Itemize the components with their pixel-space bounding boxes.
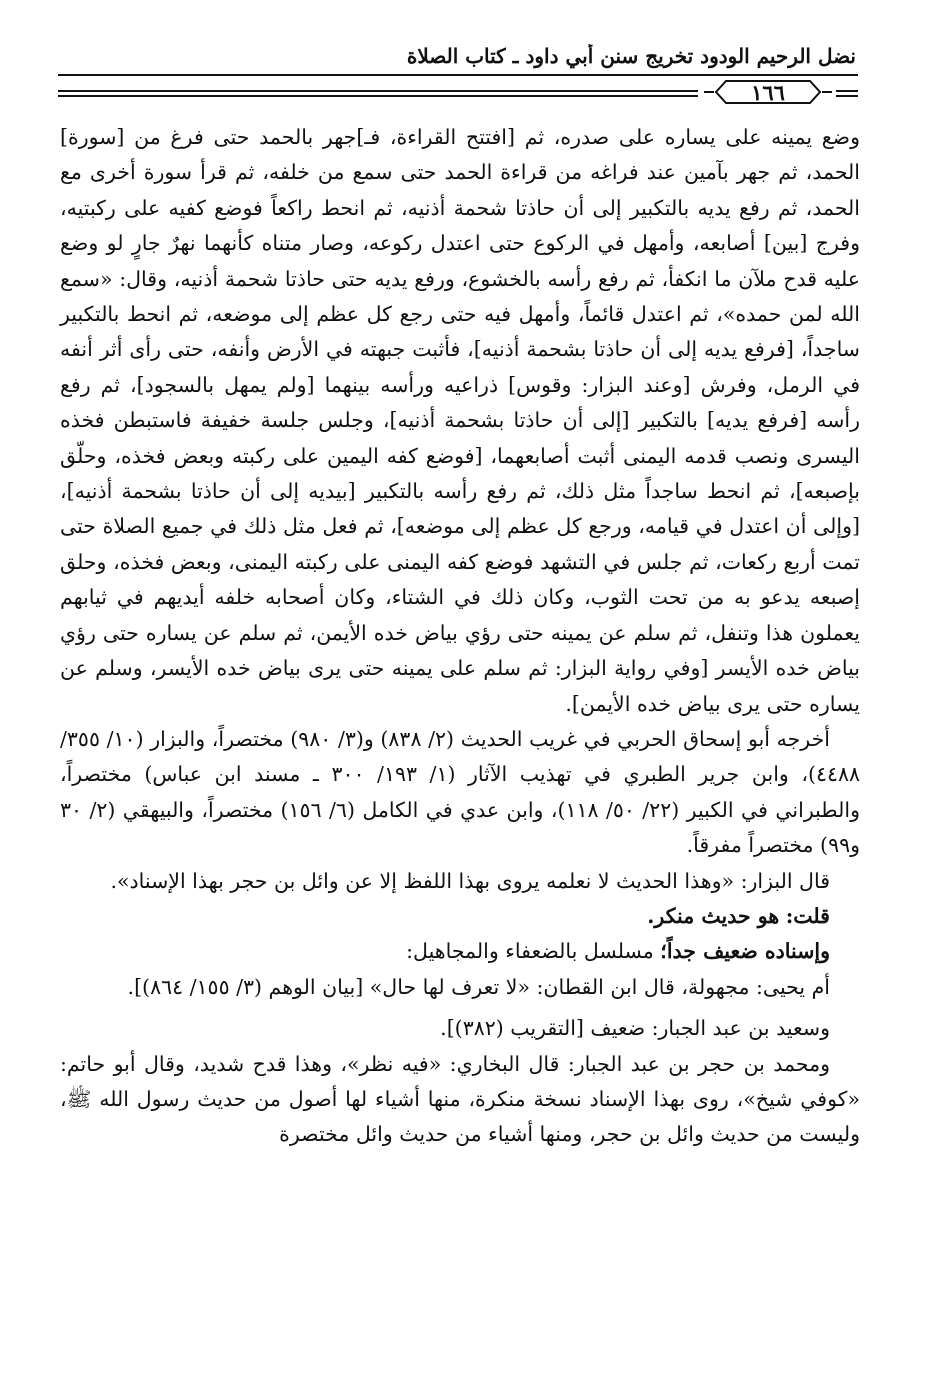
isnad-label: وإسناده ضعيف جداً؛ xyxy=(660,939,830,964)
header-rule xyxy=(58,74,858,76)
page-number: ١٦٦ xyxy=(751,79,785,105)
page-number-rule-right-1 xyxy=(836,90,858,92)
isnad-text: مسلسل بالضعفاء والمجاهيل: xyxy=(406,939,654,964)
page-number-rule-right-2 xyxy=(836,95,858,97)
isnad-line xyxy=(60,934,860,969)
takhrij-paragraph: أخرجه أبو إسحاق الحربي في غريب الحديث (٢/ ٨٣٨) و(٣/ ٩٨٠) مختصراً، والبزار (١٠/ ٣٥٥/ ٤٤٨٨)، وابن جرير الطبري في تهذيب الآثار (١/ ١٩٣/ ٣٠٠ ـ مسند ابن عباس) مختصراً، والطبراني في الكبير (٢٢/ ٥٠/ ١١٨)، وابن عدي في الكامل (٦/ ١٥٦) مختصراً، والبيهقي (٢/ ٣٠ و٩٩) مختصراً مفرقاً. xyxy=(60,726,860,858)
running-header: نضل الرحيم الودود تخريج سنن أبي داود ـ كتاب الصلاة xyxy=(406,44,856,68)
narrator-said: وسعيد بن عبد الجبار: ضعيف [التقريب (٣٨٢)]. xyxy=(440,1016,830,1041)
bazzar-quote: قال البزار: «وهذا الحديث لا نعلمه يروى بهذا اللفظ إلا عن وائل بن حجر بهذا الإسناد». xyxy=(110,868,830,893)
verdict-label: قلت: xyxy=(785,903,830,928)
hadith-text: وضع يمينه على يساره على صدره، ثم [افتتح القراءة، فـ]جهر بالحمد حتى فرغ من [سورة] الحمد، ثم جهر بآمين عند فراغه من قراءة الحمد حتى سمع من خلفه، ثم قرأ سورة أخرى مع الحمد، ثم رفع يديه بالتكبير إلى أن حاذتا شحمة أذنيه، ثم انحط راكعاً فوضع كفيه على ركبتيه، وفرج [بين] أصابعه، وأمهل في الركوع حتى اعتدل ركوعه، وصار متناه كأنهما نهرٌ جارٍ لو وضع عليه قدح ملآن ما انكفأ، ثم رفع رأسه بالخشوع، ورفع يديه حتى حاذتا شحمة أذنيه، وقال: «سمع الله لمن حمده»، ثم اعتدل قائماً، وأمهل فيه حتى رجع كل عظم إلى موضعه، ثم انحط بالتكبير ساجداً، [فرفع يديه إلى أن حاذتا بشحمة أذنيه]، فأثبت جبهته في الأرض وأنفه، حتى رأى أثر أنفه في الرمل، وفرش [وعند البزار: وقوس] ذراعيه ورأسه بينهما [ولم يمهل بالسجود]، ثم رفع رأسه [فرفع يديه] بالتكبير [إلى أن حاذتا بشحمة أذنيه]، وجلس جلسة خفيفة فاستبطن فخذه اليسرى ونصب قدمه اليمنى أثبت أصابعهما، [فوضع كفه اليمين على ركبته وبعض فخذه، وحلّق بإصبعه]، ثم انحط ساجداً مثل ذلك، ثم رفع رأسه بالتكبير [بيديه إلى أن حاذتا بشحمة أذنيه]، [وإلى أن اعتدل في قيامه، ورجع كل عظم إلى موضعه]، ثم فعل مثل ذلك في جميع الصلاة حتى تمت أربع ركعات، ثم جلس في التشهد فوضع كفه اليمنى على ركبته اليمنى، وبعض فخذه، وحلق إصبعه يدعو به من تحت الثوب، وكان ذلك في الشتاء، وكان أصحابه خلفه أيديهم في ثيابهم يعملون هذا وتنفل، ثم سلم عن يمينه حتى رؤي بياض خده الأيمن، ثم سلم عن يساره حتى رؤي بياض خده الأيسر [وفي رواية البزار: ثم سلم على يمينه حتى يرى بياض خده الأيسر، وسلم عن يساره حتى يرى بياض خده الأيمن]. xyxy=(60,125,860,716)
narrator-muhammad: ومحمد بن حجر بن عبد الجبار: قال البخاري: «فيه نظر»، وهذا قدح شديد، وقال أبو حاتم: «كوفي شيخ»، روى بهذا الإسناد نسخة منكرة، منها أشياء لها أصول من حديث رسول الله ﷺ، وليست من حديث وائل بن حجر، ومنها أشياء من حديث وائل مختصرة xyxy=(60,1051,860,1147)
page-number-rule-left-1 xyxy=(58,90,698,92)
page-number-rule-left-2 xyxy=(58,95,698,97)
verdict-line xyxy=(60,899,860,934)
narrator-umm-yahya: أم يحيى: مجهولة، قال ابن القطان: «لا تعرف لها حال» [بيان الوهم (٣/ ١٥٥/ ٨٦٤)]. xyxy=(127,974,830,999)
page-body xyxy=(60,120,860,1153)
verdict-text: هو حديث منكر. xyxy=(647,903,780,928)
page-number-frame xyxy=(702,78,834,106)
